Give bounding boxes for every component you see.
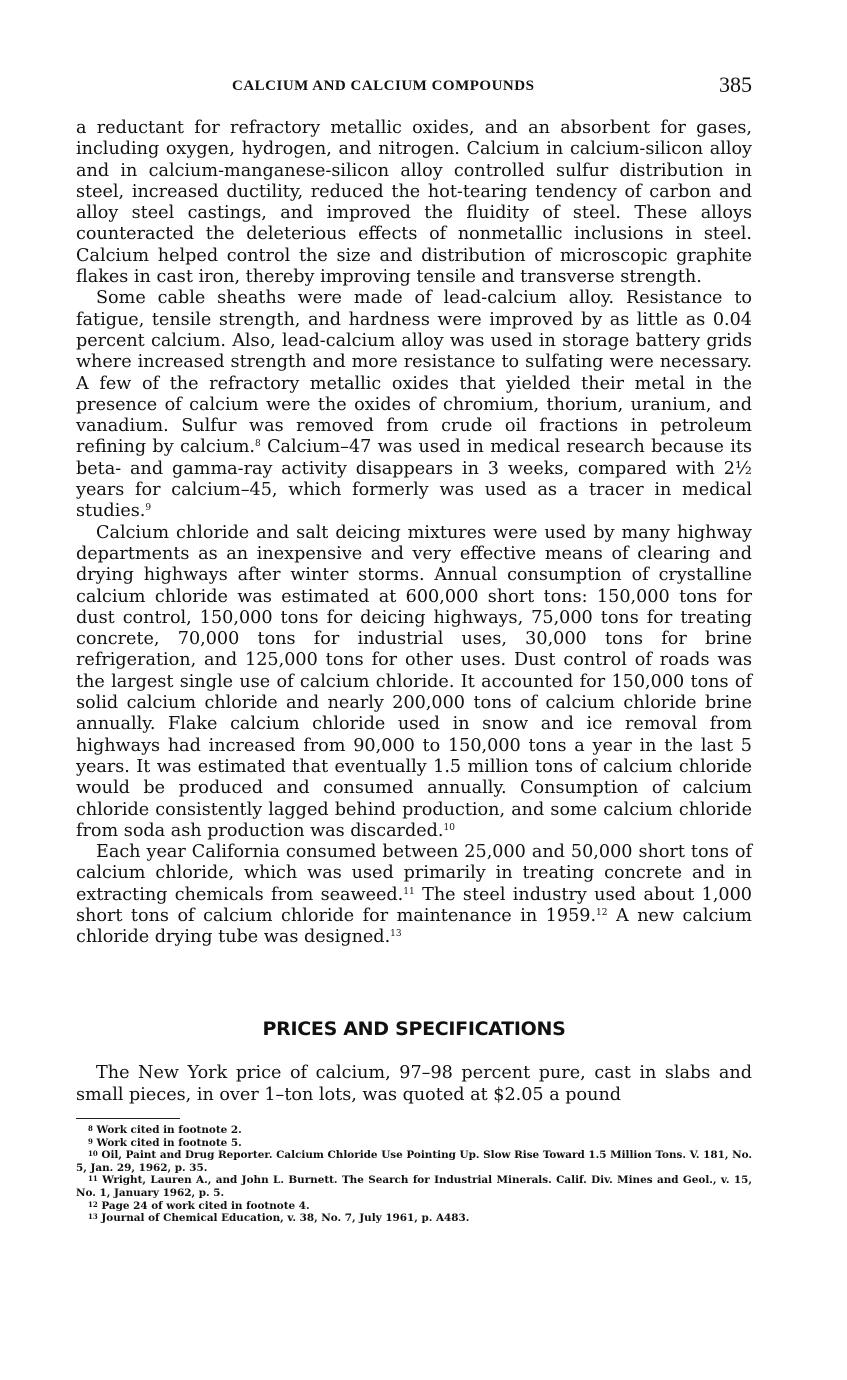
prices-text bbox=[76, 1062, 752, 1106]
page-header bbox=[76, 72, 752, 102]
footnote-ref-9: 9 bbox=[145, 503, 152, 514]
body-text bbox=[76, 118, 752, 949]
footnote-text: Oil, Paint and Drug Reporter. Calcium Chloride Use Pointing Up. Slow Rise Toward 1.5 Million Tons. V. 181, No. 5, Jan. 29, 1962, p. 35. bbox=[76, 1149, 752, 1174]
page-number: 385 bbox=[719, 72, 752, 97]
footnote-12 bbox=[76, 1200, 752, 1213]
footnote-11 bbox=[76, 1174, 752, 1199]
paragraph-2-text-b: Calcium–47 was used in medical research because its beta- and gamma-ray activity disappears in 3 weeks, compared with 2½ years for calcium–45, which formerly was used as a tracer in medical studies. bbox=[76, 437, 752, 522]
footnote-mark: 11 bbox=[88, 1174, 98, 1184]
footnote-mark: 8 bbox=[88, 1124, 93, 1133]
footnote-divider bbox=[76, 1118, 180, 1119]
paragraph-3-text: Calcium chloride and salt deicing mixtures were used by many highway departments as an inexpensive and very effective means of clearing and drying highways after winter storms. Annual consumption of crystalline calcium chloride was estimated at 600,000 short tons: 150,000 tons for dust control, 150,000 tons for deicing highways, 75,000 tons for treating concrete, 70,000 tons for industrial uses, 30,000 tons for brine refrigeration, and 125,000 tons for other uses. Dust control of roads was the largest single use of calcium chloride. It accounted for 150,000 tons of solid calcium chloride and nearly 200,000 tons of calcium chloride brine annually. Flake calcium chloride used in snow and ice removal from highways had increased from 90,000 to 150,000 tons a year in the last 5 years. It was estimated that eventually 1.5 million tons of calcium chloride would be produced and consumed annually. Consumption of calcium chloride consistently lagged behind production, and some calcium chloride from soda ash production was discarded. bbox=[76, 522, 752, 841]
footnote-ref-8: 8 bbox=[255, 439, 261, 450]
footnote-ref-12: 12 bbox=[596, 907, 608, 918]
running-title: CALCIUM AND CALCIUM COMPOUNDS bbox=[232, 78, 535, 94]
footnote-mark: 13 bbox=[88, 1212, 98, 1222]
footnote-text: Work cited in footnote 2. bbox=[92, 1124, 242, 1136]
paragraph-2-text-a: Some cable sheaths were made of lead-calcium alloy. Resistance to fatigue, tensile strength, and hardness were improved by as little as 0.04 percent calcium. Also, lead-calcium alloy was used in storage battery grids where increased strength and more resistance to sulfating were necessary. A few of the refractory metallic oxides that yielded their metal in the presence of calcium were the oxides of chromium, thorium, uranium, and vanadium. Sulfur was removed from crude oil fractions in petroleum refining by calcium. bbox=[76, 288, 752, 458]
paragraph-3 bbox=[76, 523, 752, 842]
paragraph-1 bbox=[76, 118, 752, 288]
section-heading: PRICES AND SPECIFICATIONS bbox=[262, 1018, 566, 1040]
footnote-text: Page 24 of work cited in footnote 4. bbox=[97, 1199, 310, 1212]
footnote-ref-10: 10 bbox=[443, 822, 455, 833]
footnote-text: Work cited in footnote 5. bbox=[92, 1136, 242, 1149]
paragraph-4 bbox=[76, 842, 752, 948]
footnote-ref-11: 11 bbox=[403, 886, 415, 897]
footnote-ref-13: 13 bbox=[390, 929, 402, 940]
footnote-10 bbox=[76, 1149, 752, 1174]
prices-paragraph: The New York price of calcium, 97–98 percent pure, cast in slabs and small pieces, in over 1–ton lots, was quoted at $2.05 a pound bbox=[76, 1063, 752, 1105]
footnote-mark: 10 bbox=[88, 1149, 98, 1159]
footnotes bbox=[76, 1124, 752, 1225]
footnote-text: Journal of Chemical Education, v. 38, No. 7, July 1961, p. A483. bbox=[97, 1212, 470, 1225]
footnote-8 bbox=[76, 1124, 752, 1137]
footnote-text: Wright, Lauren A., and John L. Burnett. The Search for Industrial Minerals. Calif. Div. Mines and Geol., v. 15, No. 1, January 1962, p. 5. bbox=[76, 1174, 752, 1199]
footnote-mark: 12 bbox=[88, 1199, 98, 1209]
footnote-mark: 9 bbox=[88, 1136, 93, 1146]
paragraph-1-text: a reductant for refractory metallic oxides, and an absorbent for gases, including oxygen, hydrogen, and nitrogen. Calcium in calcium-silicon alloy and in calcium-manganese-silicon alloy controlled sulfur distribution in steel, increased ductility, reduced the hot-tearing tendency of carbon and alloy steel castings, and improved the fluidity of steel. These alloys counteracted the deleterious effects of nonmetallic inclusions in steel. Calcium helped control the size and distribution of microscopic graphite flakes in cast iron, thereby improving tensile and transverse strength. bbox=[76, 118, 752, 288]
paragraph-4-text-b: The steel industry used about 1,000 short tons of calcium chloride for maintenance in 1959. bbox=[76, 884, 753, 926]
paragraph-4-text-c: A new calcium chloride drying tube was designed. bbox=[76, 905, 752, 948]
paragraph-2 bbox=[76, 288, 752, 522]
paragraph-4-text-a: Each year California consumed between 25,000 and 50,000 short tons of calcium chloride, which was used primarily in treating concrete and in extracting chemicals from seaweed. bbox=[76, 842, 752, 905]
footnote-13 bbox=[76, 1212, 752, 1225]
footnote-9 bbox=[76, 1137, 752, 1150]
